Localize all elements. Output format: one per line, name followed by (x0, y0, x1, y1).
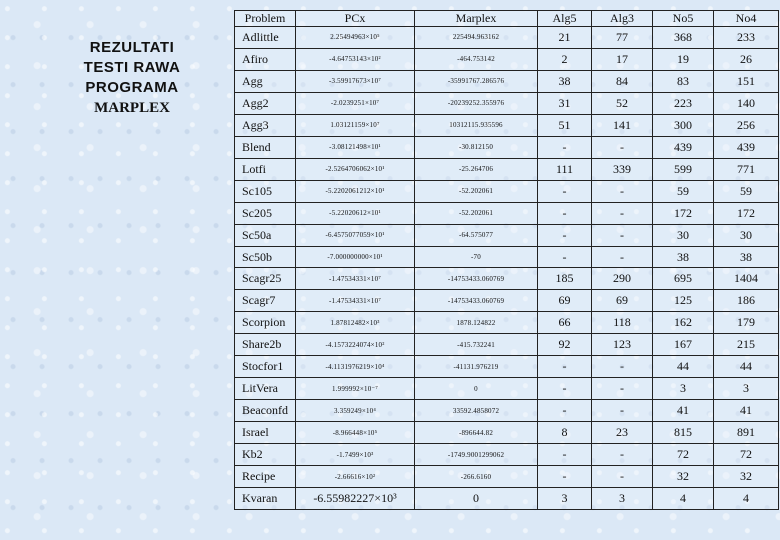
marplex-cell: 0 (415, 488, 538, 510)
no5-cell: 815 (653, 422, 714, 444)
pcx-cell: -4.1131976219×10⁴ (296, 356, 415, 378)
pcx-cell: -2.5264706062×10¹ (296, 158, 415, 180)
alg5-cell: 69 (538, 290, 592, 312)
table-row (235, 158, 779, 180)
no4-cell: 151 (714, 70, 779, 92)
no5-cell: 30 (653, 224, 714, 246)
pcx-cell: -1.7499×10³ (296, 444, 415, 466)
alg5-cell: - (538, 378, 592, 400)
problem-cell: LitVera (235, 378, 296, 400)
alg5-cell: 2 (538, 48, 592, 70)
no4-cell: 179 (714, 312, 779, 334)
alg3-cell: 77 (592, 27, 653, 49)
table-row (235, 356, 779, 378)
problem-cell: Share2b (235, 334, 296, 356)
table-row (235, 224, 779, 246)
no5-cell: 695 (653, 268, 714, 290)
pcx-cell: -2.0239251×10⁷ (296, 92, 415, 114)
table-row (235, 378, 779, 400)
alg5-cell: - (538, 444, 592, 466)
pcx-cell: 1.999992×10⁻⁷ (296, 378, 415, 400)
no5-cell: 125 (653, 290, 714, 312)
table-body (235, 27, 779, 510)
results-table (234, 10, 779, 510)
pcx-cell: -6.4575077059×10¹ (296, 224, 415, 246)
alg5-cell: - (538, 136, 592, 158)
header-problem: Problem (235, 11, 296, 27)
table-row (235, 400, 779, 422)
alg3-cell: 123 (592, 334, 653, 356)
alg5-cell: 38 (538, 70, 592, 92)
no4-cell: 172 (714, 202, 779, 224)
problem-cell: Kb2 (235, 444, 296, 466)
alg3-cell: - (592, 246, 653, 268)
table-row (235, 246, 779, 268)
problem-cell: Scagr25 (235, 268, 296, 290)
table-row (235, 136, 779, 158)
no5-cell: 439 (653, 136, 714, 158)
marplex-cell: -70 (415, 246, 538, 268)
alg5-cell: - (538, 202, 592, 224)
problem-cell: Beaconfd (235, 400, 296, 422)
pcx-cell: -2.66616×10² (296, 466, 415, 488)
header-marplex: Marplex (415, 11, 538, 27)
table-row (235, 180, 779, 202)
alg3-cell: 69 (592, 290, 653, 312)
alg5-cell: 8 (538, 422, 592, 444)
marplex-cell: -415.732241 (415, 334, 538, 356)
table-row (235, 334, 779, 356)
pcx-cell: 1.87812482×10³ (296, 312, 415, 334)
marplex-cell: 33592.4858072 (415, 400, 538, 422)
marplex-cell: -266.6160 (415, 466, 538, 488)
table-row (235, 202, 779, 224)
marplex-cell: -30.812150 (415, 136, 538, 158)
table-row (235, 290, 779, 312)
no5-cell: 59 (653, 180, 714, 202)
problem-cell: Recipe (235, 466, 296, 488)
alg5-cell: 21 (538, 27, 592, 49)
alg5-cell: 111 (538, 158, 592, 180)
problem-cell: Scagr7 (235, 290, 296, 312)
pcx-cell: -6.55982227×10³ (296, 488, 415, 510)
header-pcx: PCx (296, 11, 415, 27)
pcx-cell: -4.64753143×10² (296, 48, 415, 70)
problem-cell: Blend (235, 136, 296, 158)
no4-cell: 38 (714, 246, 779, 268)
alg5-cell: - (538, 466, 592, 488)
alg3-cell: 339 (592, 158, 653, 180)
no4-cell: 140 (714, 92, 779, 114)
title-line-1: REZULTATI (89, 39, 175, 56)
problem-cell: Adlittle (235, 27, 296, 49)
pcx-cell: 2.25494963×10⁵ (296, 27, 415, 49)
alg5-cell: 66 (538, 312, 592, 334)
no5-cell: 167 (653, 334, 714, 356)
marplex-cell: 1878.124822 (415, 312, 538, 334)
no4-cell: 439 (714, 136, 779, 158)
alg5-cell: 185 (538, 268, 592, 290)
pcx-cell: -3.08121498×10¹ (296, 136, 415, 158)
title-line-2: TESTI RAWA (83, 59, 181, 76)
alg5-cell: 51 (538, 114, 592, 136)
no4-cell: 30 (714, 224, 779, 246)
problem-cell: Israel (235, 422, 296, 444)
table-row (235, 488, 779, 510)
alg3-cell: - (592, 180, 653, 202)
problem-cell: Scorpion (235, 312, 296, 334)
marplex-cell: 225494.963162 (415, 27, 538, 49)
no5-cell: 38 (653, 246, 714, 268)
no5-cell: 3 (653, 378, 714, 400)
marplex-cell: 10312115.935596 (415, 114, 538, 136)
problem-cell: Kvaran (235, 488, 296, 510)
no4-cell: 1404 (714, 268, 779, 290)
no5-cell: 83 (653, 70, 714, 92)
pcx-cell: -3.59917673×10⁷ (296, 70, 415, 92)
problem-cell: Lotfi (235, 158, 296, 180)
pcx-cell: -5.2202061212×10¹ (296, 180, 415, 202)
problem-cell: Sc105 (235, 180, 296, 202)
no5-cell: 19 (653, 48, 714, 70)
alg3-cell: - (592, 444, 653, 466)
title-line-3: PROGRAMA (85, 79, 179, 96)
pcx-cell: 1.03121159×10⁷ (296, 114, 415, 136)
table-row (235, 114, 779, 136)
no4-cell: 32 (714, 466, 779, 488)
no5-cell: 41 (653, 400, 714, 422)
alg3-cell: 84 (592, 70, 653, 92)
problem-cell: Sc50b (235, 246, 296, 268)
marplex-cell: -14753433.060769 (415, 290, 538, 312)
no5-cell: 300 (653, 114, 714, 136)
table-row (235, 466, 779, 488)
no4-cell: 44 (714, 356, 779, 378)
alg3-cell: 17 (592, 48, 653, 70)
pcx-cell: -1.47534331×10⁷ (296, 290, 415, 312)
marplex-cell: -52.202061 (415, 180, 538, 202)
alg3-cell: - (592, 224, 653, 246)
problem-cell: Agg (235, 70, 296, 92)
pcx-cell: -8.966448×10⁵ (296, 422, 415, 444)
table-row (235, 70, 779, 92)
alg3-cell: - (592, 378, 653, 400)
alg5-cell: 92 (538, 334, 592, 356)
marplex-cell: -896644.82 (415, 422, 538, 444)
no4-cell: 891 (714, 422, 779, 444)
marplex-cell: 0 (415, 378, 538, 400)
problem-cell: Stocfor1 (235, 356, 296, 378)
no4-cell: 186 (714, 290, 779, 312)
marplex-cell: -25.264706 (415, 158, 538, 180)
no5-cell: 72 (653, 444, 714, 466)
no5-cell: 599 (653, 158, 714, 180)
no5-cell: 44 (653, 356, 714, 378)
header-alg5: Alg5 (538, 11, 592, 27)
problem-cell: Afiro (235, 48, 296, 70)
alg5-cell: - (538, 400, 592, 422)
pcx-cell: 3.359249×10⁴ (296, 400, 415, 422)
alg3-cell: 141 (592, 114, 653, 136)
marplex-cell: -464.753142 (415, 48, 538, 70)
problem-cell: Sc205 (235, 202, 296, 224)
pcx-cell: -7.000000000×10¹ (296, 246, 415, 268)
marplex-cell: -64.575077 (415, 224, 538, 246)
alg3-cell: - (592, 136, 653, 158)
no5-cell: 368 (653, 27, 714, 49)
no5-cell: 4 (653, 488, 714, 510)
marplex-cell: -14753433.060769 (415, 268, 538, 290)
marplex-cell: -20239252.355976 (415, 92, 538, 114)
alg5-cell: - (538, 246, 592, 268)
alg5-cell: 31 (538, 92, 592, 114)
pcx-cell: -4.1573224074×10² (296, 334, 415, 356)
header-no4: No4 (714, 11, 779, 27)
no4-cell: 41 (714, 400, 779, 422)
no5-cell: 32 (653, 466, 714, 488)
alg5-cell: - (538, 180, 592, 202)
alg3-cell: - (592, 356, 653, 378)
problem-cell: Agg2 (235, 92, 296, 114)
marplex-cell: -35991767.286576 (415, 70, 538, 92)
marplex-cell: -41131.976219 (415, 356, 538, 378)
alg3-cell: - (592, 466, 653, 488)
alg5-cell: 3 (538, 488, 592, 510)
alg3-cell: 23 (592, 422, 653, 444)
table-row (235, 48, 779, 70)
no4-cell: 26 (714, 48, 779, 70)
table-row (235, 27, 779, 49)
no4-cell: 59 (714, 180, 779, 202)
header-alg3: Alg3 (592, 11, 653, 27)
no4-cell: 72 (714, 444, 779, 466)
no4-cell: 233 (714, 27, 779, 49)
table-row (235, 422, 779, 444)
alg3-cell: 290 (592, 268, 653, 290)
table-header-row (235, 11, 779, 27)
marplex-cell: -52.202061 (415, 202, 538, 224)
title-line-4: MARPLEX (94, 100, 170, 116)
no5-cell: 223 (653, 92, 714, 114)
slide-title (52, 38, 212, 118)
alg3-cell: 52 (592, 92, 653, 114)
no5-cell: 162 (653, 312, 714, 334)
table-row (235, 312, 779, 334)
alg3-cell: 118 (592, 312, 653, 334)
table-row (235, 92, 779, 114)
alg5-cell: - (538, 224, 592, 246)
header-no5: No5 (653, 11, 714, 27)
problem-cell: Agg3 (235, 114, 296, 136)
no4-cell: 215 (714, 334, 779, 356)
marplex-cell: -1749.9001299062 (415, 444, 538, 466)
no4-cell: 4 (714, 488, 779, 510)
alg3-cell: - (592, 400, 653, 422)
no5-cell: 172 (653, 202, 714, 224)
no4-cell: 771 (714, 158, 779, 180)
table-row (235, 444, 779, 466)
alg3-cell: 3 (592, 488, 653, 510)
alg3-cell: - (592, 202, 653, 224)
pcx-cell: -1.47534331×10⁷ (296, 268, 415, 290)
pcx-cell: -5.22020612×10¹ (296, 202, 415, 224)
problem-cell: Sc50a (235, 224, 296, 246)
no4-cell: 3 (714, 378, 779, 400)
table-row (235, 268, 779, 290)
alg5-cell: - (538, 356, 592, 378)
no4-cell: 256 (714, 114, 779, 136)
